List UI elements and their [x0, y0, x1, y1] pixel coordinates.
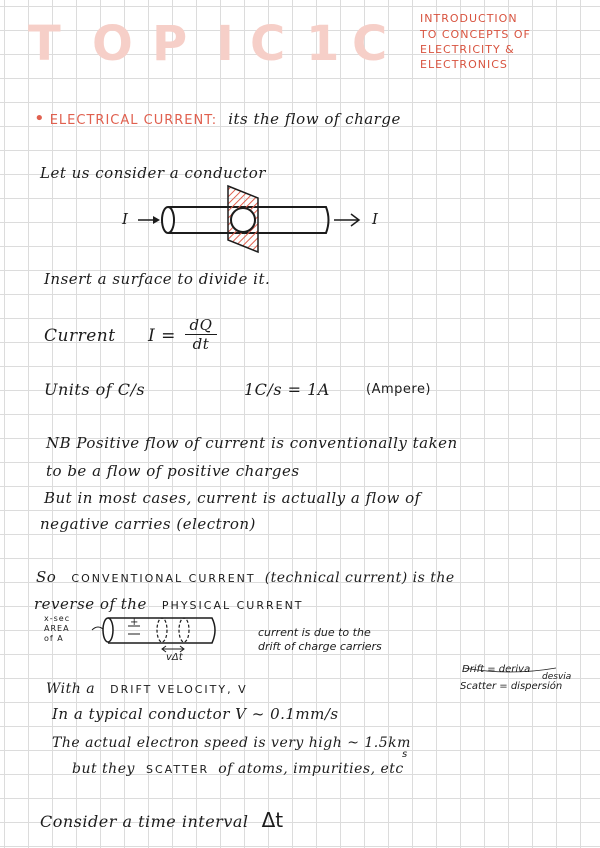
current-fraction: [185, 316, 217, 353]
physical-current-term: PHYSICAL CURRENT: [161, 599, 304, 612]
actual-speed-text: The actual electron speed is very high ~ 1.5km: [52, 735, 411, 751]
title-letter: 1: [306, 16, 340, 72]
vdt-label: vΔt: [166, 652, 183, 663]
typical-velocity-line: In a typical conductor V ~ 0.1mm/s: [52, 705, 339, 723]
area-label-1: x-sec: [44, 614, 71, 623]
drift-velocity-line: [46, 678, 248, 697]
charge-label: +: [130, 617, 139, 628]
area-label-3: of A: [44, 634, 64, 643]
current-label-left: I: [122, 210, 129, 228]
actual-speed-line: [52, 732, 411, 760]
nb-line-4: negative carries (electron): [40, 515, 256, 533]
drift-note-1: current is due to the: [258, 626, 371, 639]
title-letter: C: [250, 16, 286, 72]
drift-note-2: drift of charge carriers: [258, 640, 382, 653]
scatter-line: [72, 758, 404, 777]
units-equivalence: 1C/s = 1A: [244, 380, 330, 399]
side-note-drift: Drift = deriva: [462, 664, 531, 675]
title-letter: O: [92, 16, 133, 72]
section-definition: its the flow of charge: [228, 110, 401, 128]
current-label-right: I: [372, 210, 379, 228]
nb-line-2: to be a flow of positive charges: [46, 462, 300, 480]
intro-line: ELECTRONICS: [420, 58, 508, 71]
title-letter: C: [352, 16, 388, 72]
intro-line: TO CONCEPTS OF: [420, 28, 531, 41]
time-interval-text: Consider a time interval: [40, 812, 249, 831]
intro-line: INTRODUCTION: [420, 12, 518, 25]
title-letter: T: [28, 16, 61, 72]
current-equation-lhs: I =: [148, 326, 176, 346]
conductor-intro: Let us consider a conductor: [40, 164, 266, 182]
section-heading: ELECTRICAL CURRENT:: [49, 113, 218, 128]
conventional-current-term: CONVENTIONAL CURRENT: [71, 572, 256, 585]
insert-surface-text: Insert a surface to divide it.: [44, 270, 271, 288]
units-name: (Ampere): [366, 382, 432, 397]
conventional-rest: (technical current) is the: [264, 570, 455, 586]
dividing-surface: [228, 186, 258, 252]
reverse-prefix: reverse of the: [34, 595, 147, 613]
current-word: Current: [44, 326, 116, 346]
intro-line: ELECTRICITY &: [420, 43, 515, 56]
section-heading-row: [34, 108, 401, 129]
conventional-line-2: [34, 594, 304, 613]
title-letter: P: [152, 16, 188, 72]
bullet: •: [34, 108, 45, 129]
conventional-line-1: [36, 567, 455, 586]
nb-line-3: But in most cases, current is actually a flow of: [44, 489, 421, 507]
fraction-numerator: dQ: [185, 316, 217, 335]
time-interval-line: [40, 808, 283, 832]
time-interval-symbol: Δt: [261, 808, 284, 832]
area-label-2: AREA: [44, 624, 70, 633]
fraction-denominator: dt: [192, 335, 210, 353]
drift-velocity-term: DRIFT VELOCITY, V: [110, 683, 248, 696]
scatter-term: SCATTER: [146, 763, 210, 776]
scatter-prefix: but they: [72, 761, 135, 777]
title-letter: I: [216, 16, 234, 72]
conventional-prefix: So: [36, 568, 57, 586]
side-note-drift-alt: desvia: [542, 672, 572, 682]
scatter-rest: of atoms, impurities, etc: [218, 761, 404, 777]
drift-velocity-prefix: With a: [46, 681, 96, 697]
conductor-cylinder: [138, 207, 329, 233]
actual-speed-unit: s: [402, 749, 408, 760]
side-note-scatter: Scatter = dispersión: [460, 681, 563, 692]
units-text: Units of C/s: [44, 380, 146, 399]
arrow-right: [334, 214, 359, 226]
nb-line-1: NB Positive flow of current is conventionally taken: [46, 434, 458, 452]
